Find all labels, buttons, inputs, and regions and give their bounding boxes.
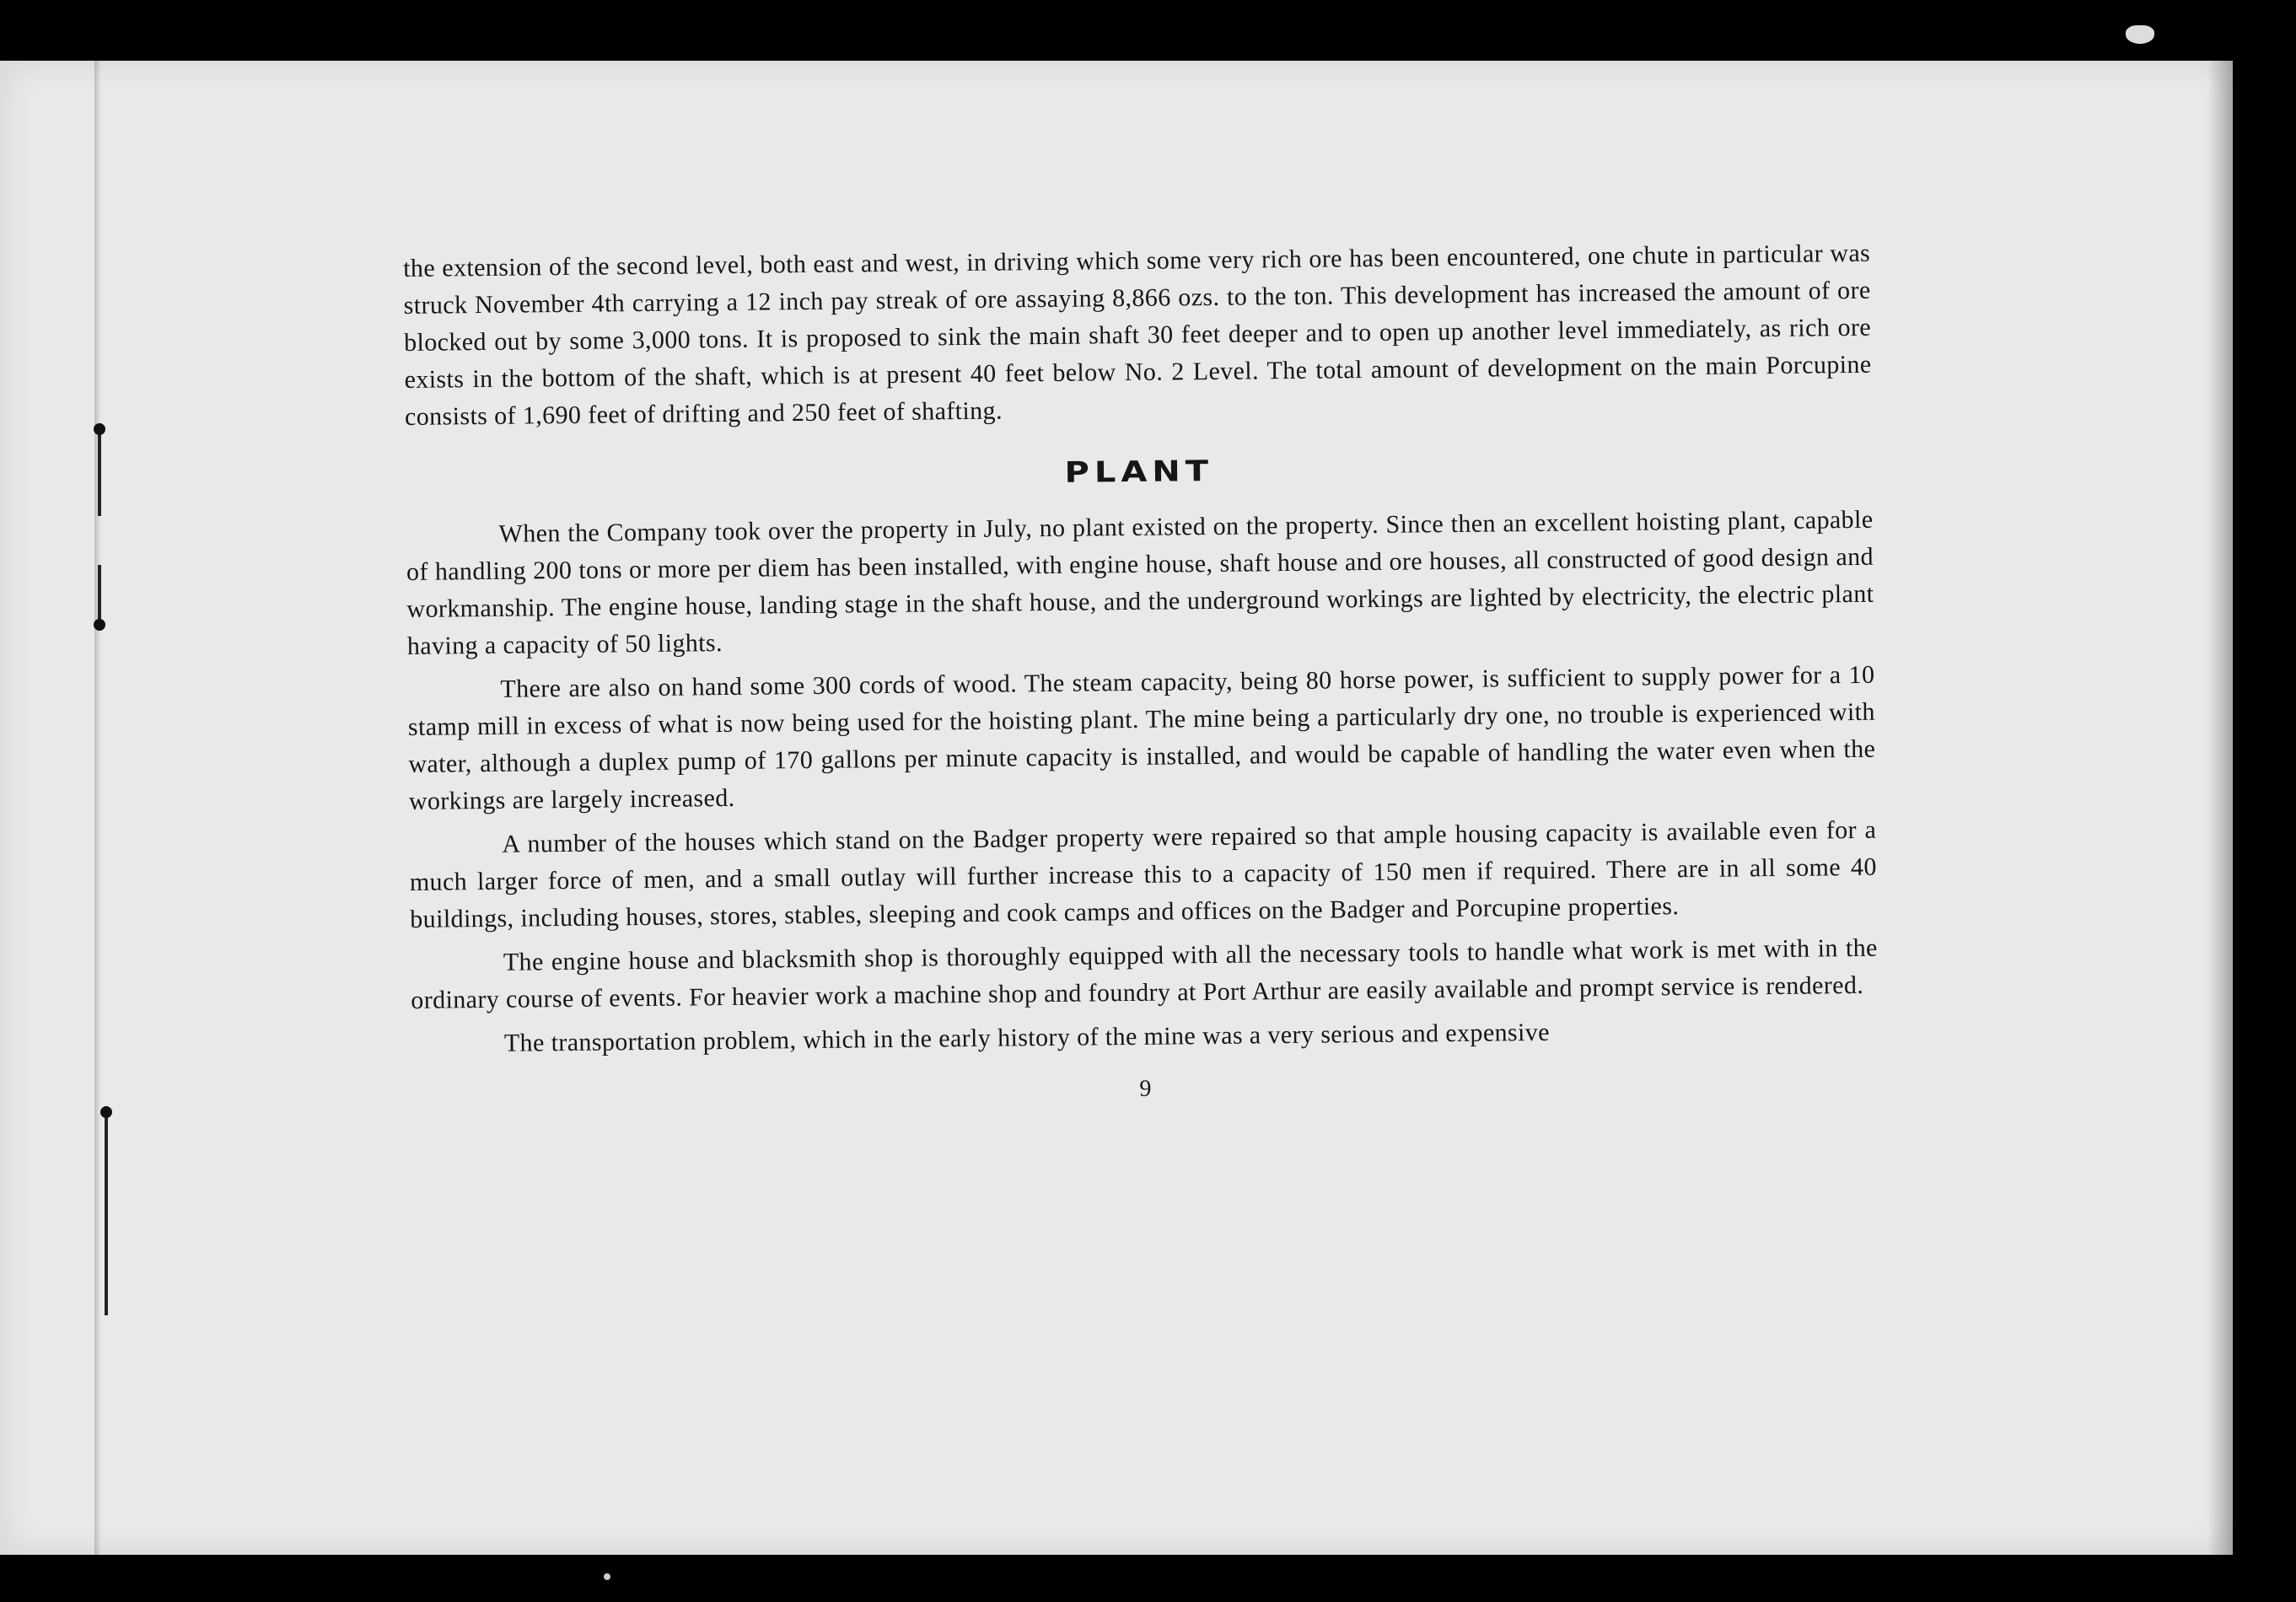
paragraph-shop: The engine house and blacksmith shop is thoroughly equipped with all the necessary tools to handle what work is met with in the ordinary course of events. For heavier work a machine shop and foundry at Port Arthur are easily available and prompt service is rendered. (411, 933, 1878, 1014)
paragraph-housing: A number of the houses which stand on the Badger property were repaired so that ample housing capacity is available even for a much larger force of men, and a small outlay will further increase this to a capacity of 150 men if required. There are in all some 40 buildings, including houses, stores, stables, sleeping and cook camps and offices on the Badger and Porcupine properties. (409, 815, 1877, 933)
paragraph-transportation: The transportation problem, which in the early history of the mine was a very serious and expensive (503, 1018, 1551, 1057)
section-heading: PLANT (1064, 454, 1214, 490)
paragraph-continuation: the extension of the second level, both east and west, in driving which some very rich ore has been encountered, one chute in particular was struck November 4th carrying a 12 inch pay streak of ore assaying 8,866 ozs. to the ton. This development has increased the amount of ore blocked out by some 3,000 tons. It is proposed to sink the main shaft 30 feet deeper and to open up another level immediately, as rich ore exists in the bottom of the shaft, which is at present 40 feet below No. 2 Level. The total amount of development on the main Porcupine consists of 1,690 feet of drifting and 250 feet of shafting. (403, 239, 1872, 431)
page-fold-shadow (94, 61, 101, 1555)
scan-speck (604, 1573, 610, 1580)
binding-mark-middle (98, 565, 101, 631)
page-edge-shadow (2207, 61, 2233, 1555)
paragraph-plant: When the Company took over the property in July, no plant existed on the property. Since then an excellent hoisting plant, capable of handling 200 tons or more per diem has been installed, with engine house, shaft house and ore houses, all constructed of good design and workmanship. The engine house, landing stage in the shaft house, and the underground workings are lighted by electricity, the electric plant having a capacity of 50 lights. (406, 505, 1874, 660)
binding-mark-bottom (105, 1106, 108, 1315)
book-page (0, 61, 2233, 1555)
text-block (403, 235, 1879, 1115)
page-number: 9 (1139, 1075, 1152, 1102)
scan-artifact (2126, 25, 2154, 44)
binding-mark-top (98, 423, 101, 516)
paragraph-power: There are also on hand some 300 cords of wood. The steam capacity, being 80 horse power, is sufficient to supply power for a 10 stamp mill in excess of what is now being used for the hoisting plant. The mine being a particularly dry one, no trouble is experienced with water, although a duplex pump of 170 gallons per minute capacity is installed, and would be capable of handling the water even when the workings are largely increased. (407, 660, 1876, 815)
